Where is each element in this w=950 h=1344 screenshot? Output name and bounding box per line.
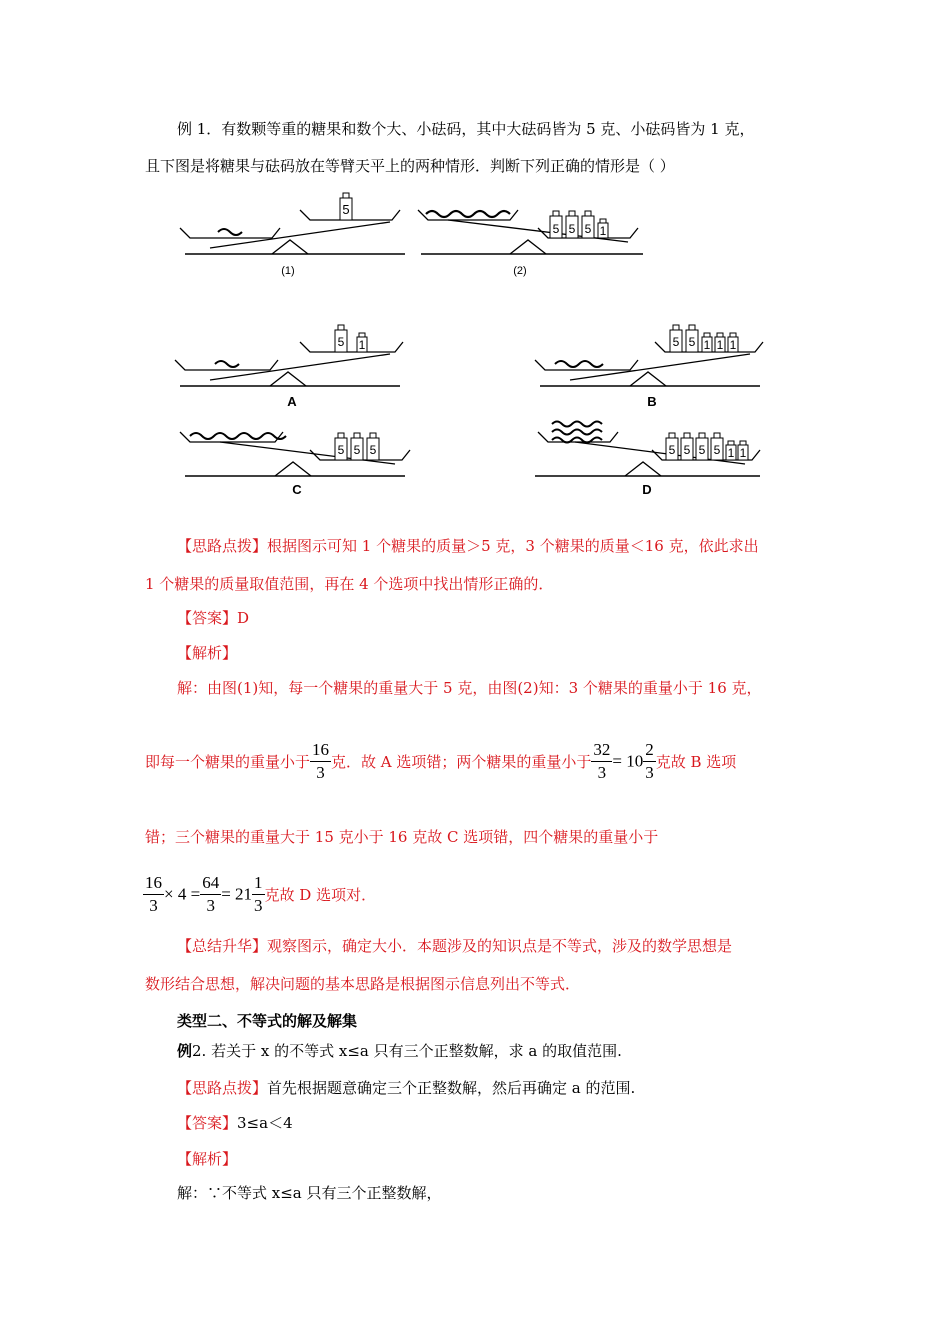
example-2 — [177, 1040, 622, 1061]
analysis-1-text-end: 克故 D 选项对． — [264, 886, 377, 904]
answer-2-tag: 【答案】 — [177, 1114, 238, 1132]
option-d-label: D — [642, 482, 652, 497]
hint-1-line-1 — [177, 535, 759, 556]
weight-1-label: 1 — [358, 338, 366, 352]
weight-1-label: 1 — [729, 338, 737, 352]
weight-5-label: 5 — [668, 443, 676, 457]
equals-21: = 21 — [221, 884, 253, 904]
balance-figure-1 — [180, 190, 410, 280]
weight-5-label: 5 — [552, 222, 560, 236]
balance-option-c — [180, 410, 415, 500]
weight-1-label: 1 — [703, 338, 711, 352]
weight-1-label: 1 — [739, 446, 747, 460]
example-2-text: 2. 若关于 x 的不等式 x≤a 只有三个正整数解，求 a 的取值范围. — [192, 1042, 622, 1060]
option-c-label: C — [292, 482, 302, 497]
weight-5-label: 5 — [337, 443, 345, 457]
fraction-1-3: $\frac{1}{3}$ — [254, 873, 263, 915]
summary-1-tag: 【总结升华】 — [177, 937, 268, 955]
equals-10: = 10 — [612, 751, 644, 771]
times-4: × 4 = — [164, 884, 201, 904]
analysis-1-line-3: 错；三个糖果的重量大于 15 克小于 16 克故 C 选项错，四个糖果的重量小于 — [145, 828, 659, 846]
fraction-16-3: $\frac{16}{3}$ — [312, 740, 330, 782]
weight-5-label: 5 — [683, 443, 691, 457]
example-1-line-2: 且下图是将糖果与砝码放在等臂天平上的两种情形．判断下列正确的情形是（ ） — [145, 157, 675, 175]
analysis-1-text-a: 即每一个糖果的重量小于 — [145, 753, 311, 771]
summary-1-text: 观察图示，确定大小．本题涉及的知识点是不等式，涉及的数学思想是 — [267, 937, 733, 955]
weight-5-label: 5 — [353, 443, 361, 457]
figure-1-label: (1) — [281, 265, 295, 277]
balance-option-a — [175, 320, 410, 410]
weight-5-label: 5 — [672, 335, 680, 349]
option-b-label: B — [647, 394, 657, 409]
weight-5-label: 5 — [584, 222, 592, 236]
fraction-64-3: $\frac{64}{3}$ — [202, 873, 220, 915]
answer-2-value: 3≤a＜4 — [237, 1114, 293, 1132]
analysis-2-tag: 【解析】 — [177, 1150, 238, 1168]
balance-option-d — [530, 410, 770, 500]
weight-1-label: 1 — [716, 338, 724, 352]
answer-1 — [177, 607, 249, 628]
answer-1-value: D — [237, 609, 250, 627]
fraction-32-3: $\frac{32}{3}$ — [593, 740, 611, 782]
weight-5-label: 5 — [369, 443, 377, 457]
summary-1-line-1 — [177, 935, 732, 956]
weight-5-label: 5 — [698, 443, 706, 457]
analysis-1-text-c: 克故 B 选项 — [655, 753, 737, 771]
analysis-1-line-1: 解：由图(1)知，每一个糖果的重量大于 5 克，由图(2)知：3 个糖果的重量小于 16 克， — [177, 679, 762, 697]
weight-5-label: 5 — [713, 443, 721, 457]
weight-1-label: 1 — [727, 446, 735, 460]
example-1-line-1: 例 1．有数颗等重的糖果和数个大、小砝码，其中大砝码皆为 5 克、小砝码皆为 1 克， — [177, 120, 755, 138]
analysis-1-text-b: 克．故 A 选项错；两个糖果的重量小于 — [331, 753, 592, 771]
balance-figure-2 — [418, 190, 648, 280]
answer-2 — [177, 1112, 293, 1133]
weight-5-label: 5 — [568, 222, 576, 236]
hint-2-text: 首先根据题意确定三个正整数解，然后再确定 a 的范围. — [267, 1079, 636, 1097]
analysis-1-line-4 — [143, 872, 376, 917]
figure-2-label: (2) — [513, 265, 527, 277]
balance-option-b — [535, 320, 770, 410]
summary-1-line-2: 数形结合思想，解决问题的基本思路是根据图示信息列出不等式． — [145, 975, 581, 993]
hint-1-tag: 【思路点拨】 — [177, 537, 268, 555]
fraction-16-3: $\frac{16}{3}$ — [145, 873, 162, 915]
section-heading-type-2: 类型二、不等式的解及解集 — [177, 1012, 358, 1030]
hint-1-text: 根据图示可知 1 个糖果的质量＞5 克，3 个糖果的质量＜16 克，依此求出 — [267, 537, 759, 555]
hint-1-line-2: 1 个糖果的质量取值范围，再在 4 个选项中找出情形正确的． — [145, 575, 554, 593]
analysis-1-line-2 — [145, 739, 736, 784]
analysis-1-tag: 【解析】 — [177, 644, 238, 662]
weight-5-label: 5 — [688, 335, 696, 349]
fraction-2-3: $\frac{2}{3}$ — [645, 740, 654, 782]
analysis-2-line-1: 解：∵不等式 x≤a 只有三个正整数解， — [177, 1184, 442, 1202]
option-a-label: A — [287, 394, 297, 409]
answer-1-tag: 【答案】 — [177, 609, 238, 627]
hint-2-tag: 【思路点拨】 — [177, 1079, 268, 1097]
hint-2 — [177, 1077, 635, 1098]
weight-1-label: 1 — [599, 224, 607, 238]
weight-5-label: 5 — [342, 202, 350, 217]
example-2-label: 例 — [177, 1042, 193, 1060]
weight-5-label: 5 — [337, 335, 345, 349]
